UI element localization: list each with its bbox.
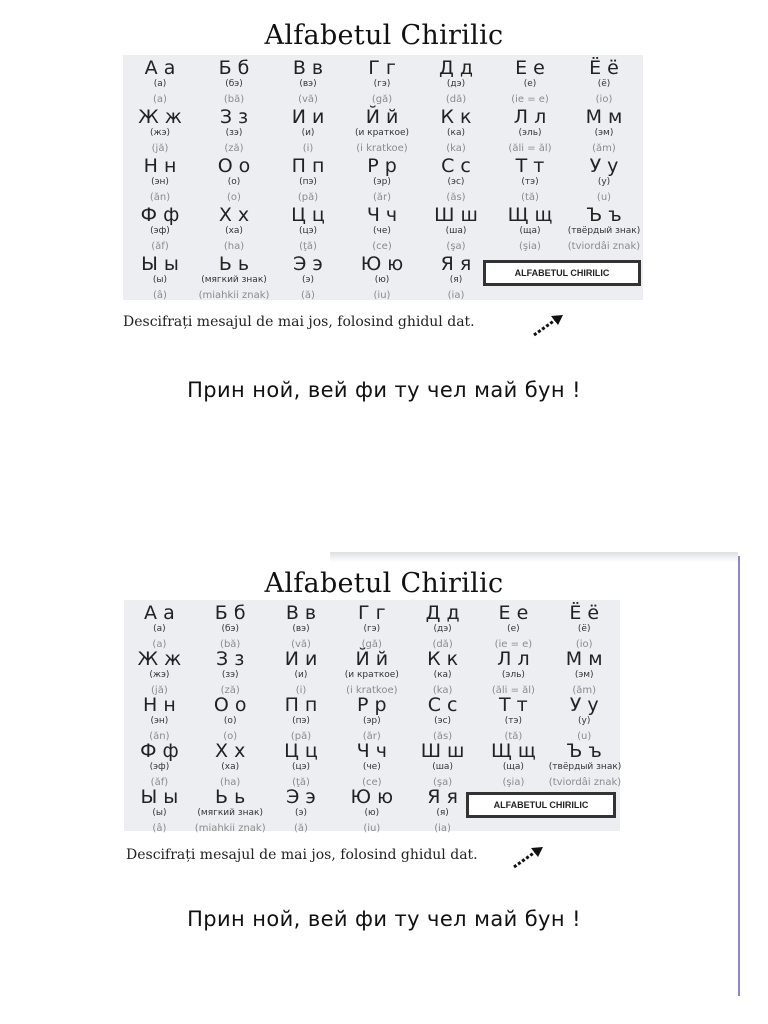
russian-name: (ха) xyxy=(221,762,240,772)
alphabet-cell xyxy=(124,648,195,697)
alphabet-cell xyxy=(123,155,197,204)
transliteration: (ză) xyxy=(220,685,240,696)
russian-name: (цэ) xyxy=(291,762,311,772)
letter-glyph: Б б xyxy=(214,602,246,624)
letter-glyph: А а xyxy=(144,602,175,624)
letter-glyph: Н н xyxy=(143,155,177,177)
transliteration: (miahkii znak) xyxy=(194,823,266,834)
instruction-text: Descifrați mesajul de mai jos, folosind ghidul dat. xyxy=(123,314,475,330)
letter-glyph: Ц ц xyxy=(284,740,318,762)
page-title: Alfabetul Chirilic xyxy=(264,20,504,51)
transliteration: (ţă) xyxy=(299,241,317,252)
transliteration: (gă) xyxy=(361,639,382,650)
alphabet-grid xyxy=(124,600,622,834)
grid-badge: ALFABETUL CHIRILIC xyxy=(483,260,641,286)
transliteration: (ia) xyxy=(434,823,451,834)
letter-glyph: А а xyxy=(144,57,176,79)
cyrillic-message: Прин ной, вей фи ту чел май бун ! xyxy=(187,378,581,402)
letter-glyph: М м xyxy=(565,648,603,670)
alphabet-cell xyxy=(195,648,266,697)
letter-glyph: К к xyxy=(440,106,472,128)
russian-name: (ща) xyxy=(502,762,524,772)
alphabet-cell xyxy=(407,694,478,743)
russian-name: (эн) xyxy=(150,716,169,726)
transliteration: (şa) xyxy=(433,777,453,788)
russian-name: (е) xyxy=(507,624,520,634)
russian-name: (эль) xyxy=(501,670,525,680)
russian-name: (бэ) xyxy=(225,79,243,89)
russian-name: (и краткое) xyxy=(354,128,410,138)
page-title: Alfabetul Chirilic xyxy=(264,568,504,599)
letter-glyph: Е е xyxy=(498,602,529,624)
transliteration: (a) xyxy=(153,94,167,105)
russian-name: (у) xyxy=(578,716,591,726)
russian-name: (вэ) xyxy=(299,79,317,89)
transliteration: (a) xyxy=(152,639,167,650)
letter-glyph: П п xyxy=(291,155,325,177)
letter-glyph: Ъ ъ xyxy=(566,740,602,762)
letter-glyph: К к xyxy=(427,648,459,670)
transliteration: (iu) xyxy=(373,290,391,301)
russian-name: (зэ) xyxy=(225,128,243,138)
alphabet-cell xyxy=(123,253,197,302)
letter-glyph: Ч ч xyxy=(356,740,387,762)
alphabet-cell xyxy=(195,602,266,651)
transliteration: (şa) xyxy=(446,241,466,252)
letter-glyph: Ц ц xyxy=(291,204,325,226)
russian-name: (твёрдый знак) xyxy=(548,762,622,772)
alphabet-cell xyxy=(336,694,407,743)
letter-glyph: Ы ы xyxy=(141,253,179,275)
russian-name: (ша) xyxy=(432,762,453,772)
russian-name: (и краткое) xyxy=(344,670,399,680)
alphabet-cell xyxy=(123,57,197,106)
dotted-arrow-up-right-icon xyxy=(532,312,566,338)
alphabet-cell xyxy=(123,106,197,155)
alphabet-cell xyxy=(124,602,195,651)
russian-name: (пэ) xyxy=(299,177,317,187)
letter-glyph: Щ щ xyxy=(491,740,536,762)
alphabet-cell xyxy=(271,155,345,204)
letter-glyph: Я я xyxy=(427,786,458,808)
letter-glyph: Ф ф xyxy=(140,740,179,762)
russian-name: (о) xyxy=(223,716,237,726)
alphabet-cell xyxy=(549,694,620,743)
russian-name: (и) xyxy=(294,670,308,680)
letter-glyph: И и xyxy=(284,648,318,670)
transliteration: (io) xyxy=(575,639,593,650)
russian-name: (эр) xyxy=(373,177,391,187)
russian-name: (эм) xyxy=(594,128,614,138)
letter-glyph: В в xyxy=(285,602,317,624)
alphabet-cell xyxy=(124,740,195,789)
transliteration: (ce) xyxy=(372,241,392,252)
letter-glyph: Т т xyxy=(515,155,545,177)
alphabet-cell xyxy=(271,204,345,253)
alphabet-cell xyxy=(345,155,419,204)
russian-name: (а) xyxy=(153,79,167,89)
alphabet-cell xyxy=(493,155,567,204)
alphabet-cell xyxy=(567,57,641,106)
letter-glyph: Д д xyxy=(438,57,474,79)
alphabet-cell xyxy=(195,786,266,835)
transliteration: (dă) xyxy=(432,639,453,650)
transliteration: (ză) xyxy=(224,143,244,154)
alphabet-cell xyxy=(345,106,419,155)
transliteration: (pă) xyxy=(297,192,319,203)
letter-glyph: Ы ы xyxy=(140,786,179,808)
transliteration: (gă) xyxy=(371,94,393,105)
alphabet-cell xyxy=(197,253,271,302)
transliteration: (ăf) xyxy=(150,777,169,788)
instruction-text: Descifrați mesajul de mai jos, folosind ghidul dat. xyxy=(126,847,478,863)
alphabet-cell xyxy=(124,786,195,835)
russian-name: (эс) xyxy=(434,716,452,726)
alphabet-cell xyxy=(124,694,195,743)
russian-name: (тэ) xyxy=(521,177,539,187)
alphabet-cell xyxy=(419,106,493,155)
russian-name: (ю) xyxy=(374,275,390,285)
alphabet-cell xyxy=(549,740,620,789)
russian-name: (о) xyxy=(227,177,241,187)
alphabet-cell xyxy=(336,602,407,651)
letter-glyph: Й й xyxy=(355,648,389,670)
transliteration: (ie = e) xyxy=(494,639,533,650)
transliteration: (â) xyxy=(153,290,167,301)
alphabet-cell xyxy=(407,602,478,651)
russian-name: (ха) xyxy=(225,226,243,236)
letter-glyph: О о xyxy=(217,155,251,177)
transliteration: (pă) xyxy=(290,731,312,742)
alphabet-cell xyxy=(478,740,549,789)
transliteration: (tviordâi znak) xyxy=(548,777,622,788)
russian-name: (вэ) xyxy=(292,624,310,634)
letter-glyph: Ж ж xyxy=(138,106,182,128)
letter-glyph: Ж ж xyxy=(137,648,182,670)
letter-glyph: Х х xyxy=(215,740,246,762)
russian-name: (эф) xyxy=(150,226,170,236)
alphabet-cell xyxy=(345,57,419,106)
transliteration: (jă) xyxy=(151,143,169,154)
russian-name: (мягкий знак) xyxy=(197,808,263,818)
letter-glyph: Ь ь xyxy=(218,253,250,275)
transliteration: (dă) xyxy=(445,94,467,105)
dotted-arrow-up-right-icon xyxy=(512,844,546,870)
letter-glyph: Р р xyxy=(357,694,387,716)
russian-name: (у) xyxy=(597,177,611,187)
alphabet-cell xyxy=(336,786,407,835)
russian-name: (а) xyxy=(153,624,166,634)
letter-glyph: Б б xyxy=(218,57,250,79)
letter-glyph: С с xyxy=(427,694,458,716)
alphabet-cell xyxy=(419,253,493,302)
transliteration: (vă) xyxy=(291,639,311,650)
russian-name: (эф) xyxy=(149,762,170,772)
alphabet-cell xyxy=(197,204,271,253)
letter-glyph: П п xyxy=(284,694,318,716)
letter-glyph: Ё ё xyxy=(589,57,619,79)
letter-glyph: Э э xyxy=(286,786,316,808)
russian-name: (дэ) xyxy=(446,79,466,89)
letter-glyph: Ю ю xyxy=(360,253,404,275)
alphabet-cell xyxy=(345,204,419,253)
transliteration: (ăs) xyxy=(446,192,466,203)
letter-glyph: Ё ё xyxy=(569,602,600,624)
letter-glyph: Э э xyxy=(293,253,323,275)
transliteration: (ă) xyxy=(301,290,315,301)
alphabet-cell xyxy=(197,106,271,155)
transliteration: (i kratkoe) xyxy=(346,685,398,696)
russian-name: (мягкий знак) xyxy=(201,275,267,285)
transliteration: (vă) xyxy=(298,94,318,105)
transliteration: (i kratkoe) xyxy=(356,143,408,154)
russian-name: (тэ) xyxy=(504,716,522,726)
cyrillic-message: Прин ной, вей фи ту чел май бун ! xyxy=(187,907,581,931)
russian-name: (ё) xyxy=(597,79,611,89)
letter-glyph: Ф ф xyxy=(140,204,180,226)
worksheet-panel-bottom xyxy=(0,552,768,1024)
alphabet-cell xyxy=(419,204,493,253)
transliteration: (bă) xyxy=(223,94,245,105)
alphabet-cell xyxy=(123,204,197,253)
russian-name: (я) xyxy=(449,275,463,285)
letter-glyph: З з xyxy=(216,648,245,670)
transliteration: (ha) xyxy=(223,241,245,252)
transliteration: (u) xyxy=(577,731,592,742)
alphabet-cell xyxy=(271,253,345,302)
alphabet-cell xyxy=(567,204,641,253)
alphabet-cell xyxy=(478,602,549,651)
transliteration: (ka) xyxy=(446,143,466,154)
alphabet-cell xyxy=(266,648,337,697)
transliteration: (ăr) xyxy=(372,192,392,203)
grid-badge: ALFABETUL CHIRILIC xyxy=(466,792,616,818)
transliteration: (â) xyxy=(152,823,167,834)
alphabet-cell xyxy=(197,57,271,106)
russian-name: (жэ) xyxy=(149,670,170,680)
alphabet-cell xyxy=(478,694,549,743)
russian-name: (ща) xyxy=(519,226,541,236)
letter-glyph: Щ щ xyxy=(507,204,553,226)
letter-glyph: З з xyxy=(219,106,249,128)
letter-glyph: Л л xyxy=(513,106,547,128)
page-edge-shadow xyxy=(330,552,738,562)
russian-name: (цэ) xyxy=(298,226,318,236)
letter-glyph: Я я xyxy=(440,253,472,275)
letter-glyph: Д д xyxy=(425,602,460,624)
russian-name: (э) xyxy=(302,275,314,285)
transliteration: (ka) xyxy=(432,685,453,696)
letter-glyph: Е е xyxy=(515,57,545,79)
transliteration: (ăf) xyxy=(151,241,169,252)
russian-name: (ша) xyxy=(445,226,467,236)
alphabet-grid xyxy=(123,55,643,300)
alphabet-cell xyxy=(336,648,407,697)
letter-glyph: Т т xyxy=(499,694,528,716)
alphabet-cell xyxy=(195,740,266,789)
alphabet-cell xyxy=(407,786,478,835)
transliteration: (io) xyxy=(595,94,613,105)
russian-name: (гэ) xyxy=(363,624,381,634)
russian-name: (дэ) xyxy=(433,624,452,634)
letter-glyph: Ю ю xyxy=(350,786,394,808)
russian-name: (и) xyxy=(301,128,315,138)
transliteration: (ţă) xyxy=(292,777,310,788)
russian-name: (пэ) xyxy=(292,716,310,726)
alphabet-cell xyxy=(478,648,549,697)
russian-name: (эль) xyxy=(518,128,542,138)
alphabet-cell xyxy=(493,204,567,253)
transliteration: (jă) xyxy=(151,685,168,696)
russian-name: (бэ) xyxy=(221,624,239,634)
transliteration: (i) xyxy=(302,143,314,154)
alphabet-cell xyxy=(195,694,266,743)
transliteration: (iu) xyxy=(363,823,381,834)
letter-glyph: Ь ь xyxy=(215,786,246,808)
transliteration: (miahkii znak) xyxy=(198,290,270,301)
letter-glyph: Г г xyxy=(368,57,396,79)
alphabet-cell xyxy=(266,786,337,835)
alphabet-cell xyxy=(419,155,493,204)
transliteration: (ăr) xyxy=(362,731,381,742)
russian-name: (я) xyxy=(436,808,449,818)
alphabet-cell xyxy=(493,57,567,106)
alphabet-cell xyxy=(345,253,419,302)
alphabet-cell xyxy=(271,106,345,155)
transliteration: (tă) xyxy=(504,731,523,742)
transliteration: (ia) xyxy=(447,290,465,301)
russian-name: (твёрдый знак) xyxy=(567,226,641,236)
transliteration: (ie = e) xyxy=(511,94,549,105)
russian-name: (жэ) xyxy=(149,128,171,138)
transliteration: (ă) xyxy=(294,823,308,834)
transliteration: (o) xyxy=(227,192,241,203)
letter-glyph: Й й xyxy=(365,106,399,128)
russian-name: (гэ) xyxy=(373,79,391,89)
russian-name: (че) xyxy=(362,762,381,772)
russian-name: (че) xyxy=(373,226,391,236)
letter-glyph: О о xyxy=(213,694,247,716)
russian-name: (эр) xyxy=(362,716,381,726)
russian-name: (эн) xyxy=(151,177,169,187)
alphabet-cell xyxy=(407,740,478,789)
russian-name: (е) xyxy=(523,79,537,89)
transliteration: (tă) xyxy=(521,192,539,203)
transliteration: (ăn) xyxy=(149,731,170,742)
letter-glyph: В в xyxy=(292,57,324,79)
letter-glyph: У у xyxy=(589,155,619,177)
letter-glyph: С с xyxy=(441,155,471,177)
alphabet-cell xyxy=(567,106,641,155)
letter-glyph: У у xyxy=(569,694,599,716)
alphabet-cell xyxy=(266,740,337,789)
alphabet-cell xyxy=(549,602,620,651)
alphabet-cell xyxy=(419,57,493,106)
transliteration: (i) xyxy=(295,685,307,696)
russian-name: (ка) xyxy=(433,670,452,680)
transliteration: (ăm) xyxy=(572,685,597,696)
transliteration: (ăm) xyxy=(592,143,616,154)
transliteration: (şia) xyxy=(502,777,525,788)
letter-glyph: Р р xyxy=(367,155,397,177)
alphabet-cell xyxy=(271,57,345,106)
alphabet-cell xyxy=(336,740,407,789)
transliteration: (tviordâi znak) xyxy=(567,241,641,252)
transliteration: (ăs) xyxy=(433,731,453,742)
alphabet-cell xyxy=(407,648,478,697)
alphabet-cell xyxy=(493,106,567,155)
alphabet-cell xyxy=(549,648,620,697)
russian-name: (ы) xyxy=(152,808,167,818)
alphabet-cell xyxy=(266,602,337,651)
transliteration: (u) xyxy=(596,192,612,203)
letter-glyph: Н н xyxy=(143,694,176,716)
transliteration: (ăn) xyxy=(149,192,171,203)
russian-name: (э) xyxy=(295,808,307,818)
alphabet-cell xyxy=(197,155,271,204)
transliteration: (o) xyxy=(223,731,238,742)
russian-name: (ю) xyxy=(364,808,380,818)
letter-glyph: Л л xyxy=(497,648,530,670)
russian-name: (ы) xyxy=(152,275,168,285)
transliteration: (şia) xyxy=(519,241,541,252)
alphabet-cell xyxy=(567,155,641,204)
letter-glyph: Г г xyxy=(357,602,386,624)
letter-glyph: Ъ ъ xyxy=(586,204,622,226)
russian-name: (ё) xyxy=(577,624,591,634)
letter-glyph: Ш ш xyxy=(420,740,465,762)
letter-glyph: И и xyxy=(291,106,325,128)
russian-name: (ка) xyxy=(447,128,465,138)
letter-glyph: Ш ш xyxy=(434,204,478,226)
russian-name: (эм) xyxy=(574,670,594,680)
alphabet-cell xyxy=(266,694,337,743)
transliteration: (ăli = ăl) xyxy=(508,143,552,154)
letter-glyph: Х х xyxy=(218,204,250,226)
transliteration: (bă) xyxy=(220,639,241,650)
transliteration: (ăli = ăl) xyxy=(491,685,535,696)
russian-name: (эс) xyxy=(447,177,465,187)
russian-name: (зэ) xyxy=(221,670,239,680)
transliteration: (ce) xyxy=(362,777,382,788)
transliteration: (ha) xyxy=(220,777,241,788)
letter-glyph: Ч ч xyxy=(366,204,398,226)
letter-glyph: М м xyxy=(585,106,623,128)
